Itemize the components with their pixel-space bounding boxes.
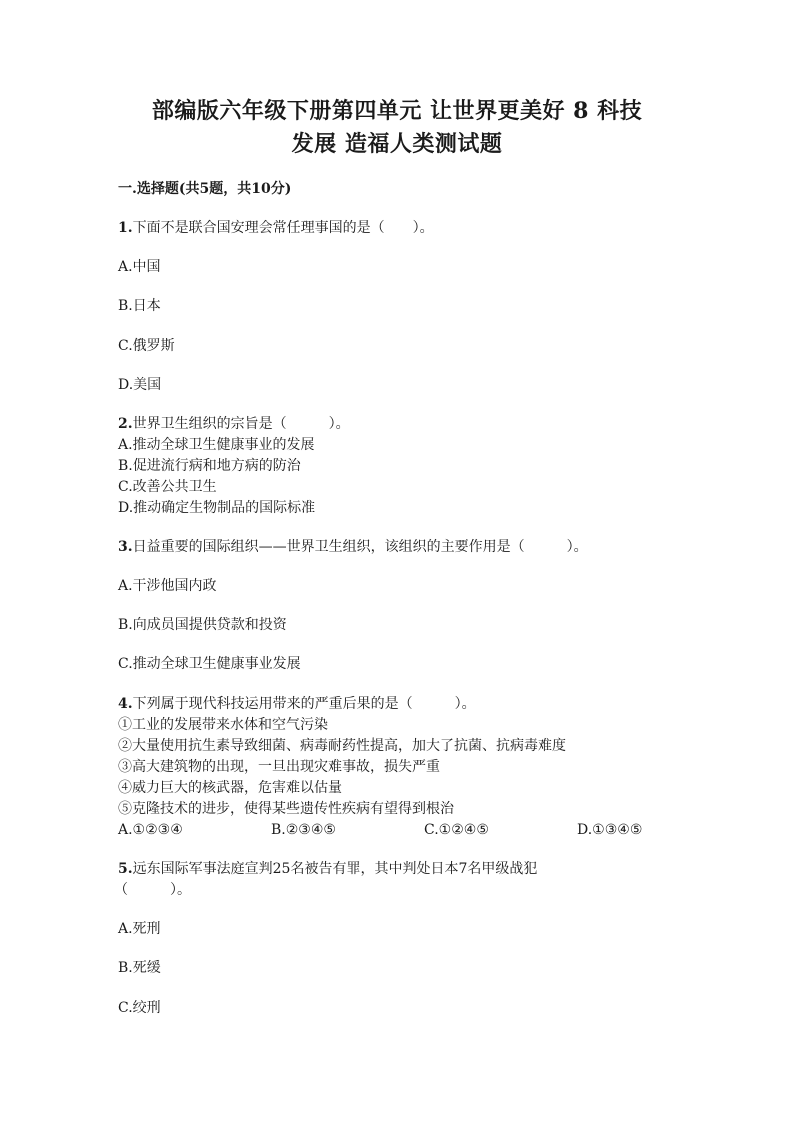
question-5-stem-continued: （ ）。 [114, 882, 191, 898]
question-5-option-a[interactable]: A.死刑 [118, 921, 161, 937]
question-2-stem [118, 414, 350, 434]
question-1-option-b[interactable]: B.日本 [118, 298, 161, 314]
question-5-option-c[interactable]: C.绞刑 [118, 1000, 161, 1016]
question-3-number: 3. [118, 539, 133, 555]
question-4-statement-4: ④威力巨大的核武器，危害难以估量 [118, 780, 342, 796]
question-1-stem [118, 218, 434, 238]
question-1-option-c[interactable]: C.俄罗斯 [118, 338, 175, 354]
question-5-text: 远东国际军事法庭宣判25名被告有罪，其中判处日本7名甲级战犯 [132, 861, 538, 877]
document-title-line-2: 发展 造福人类测试题 [291, 131, 503, 157]
question-1-number: 1. [118, 220, 133, 236]
question-2-option-a[interactable]: A.推动全球卫生健康事业的发展 [118, 437, 315, 453]
question-1-option-a[interactable]: A.中国 [118, 259, 161, 275]
question-4-option-b[interactable]: B.②③④⑤ [271, 822, 336, 838]
question-1-option-d[interactable]: D.美国 [118, 377, 162, 393]
question-4-stem [118, 694, 476, 714]
question-3-option-b[interactable]: B.向成员国提供贷款和投资 [118, 617, 287, 633]
question-2-text: 世界卫生组织的宗旨是（ ）。 [132, 416, 350, 432]
question-4-option-d[interactable]: D.①③④⑤ [577, 822, 643, 838]
question-4-statement-1: ①工业的发展带来水体和空气污染 [118, 717, 328, 733]
question-4-option-a[interactable]: A.①②③④ [118, 822, 183, 838]
question-4-option-c[interactable]: C.①②④⑤ [424, 822, 489, 838]
question-3-option-a[interactable]: A.干涉他国内政 [118, 578, 217, 594]
question-3-stem [118, 537, 588, 557]
question-5-number: 5. [118, 861, 133, 877]
question-4-number: 4. [118, 696, 133, 712]
document-title-line-1: 部编版六年级下册第四单元 让世界更美好 8 科技 [151, 98, 643, 124]
question-4-text: 下列属于现代科技运用带来的严重后果的是（ ）。 [132, 696, 476, 712]
question-5-option-b[interactable]: B.死缓 [118, 960, 161, 976]
question-4-statement-3: ③高大建筑物的出现，一旦出现灾难事故，损失严重 [118, 759, 440, 775]
question-2-option-c[interactable]: C.改善公共卫生 [118, 479, 217, 495]
question-4-statement-2: ②大量使用抗生素导致细菌、病毒耐药性提高，加大了抗菌、抗病毒难度 [118, 738, 566, 754]
section-heading: 一.选择题(共5题，共10分) [118, 181, 292, 197]
question-5-stem [118, 859, 537, 879]
question-4-options-row [118, 820, 678, 840]
question-3-text: 日益重要的国际组织——世界卫生组织，该组织的主要作用是（ ）。 [132, 539, 588, 555]
question-2-number: 2. [118, 416, 133, 432]
question-3-option-c[interactable]: C.推动全球卫生健康事业发展 [118, 656, 301, 672]
question-4-statement-5: ⑤克隆技术的进步，使得某些遗传性疾病有望得到根治 [118, 801, 454, 817]
question-1-text: 下面不是联合国安理会常任理事国的是（ ）。 [132, 220, 434, 236]
question-2-option-b[interactable]: B.促进流行病和地方病的防治 [118, 458, 301, 474]
question-2-option-d[interactable]: D.推动确定生物制品的国际标准 [118, 500, 316, 516]
